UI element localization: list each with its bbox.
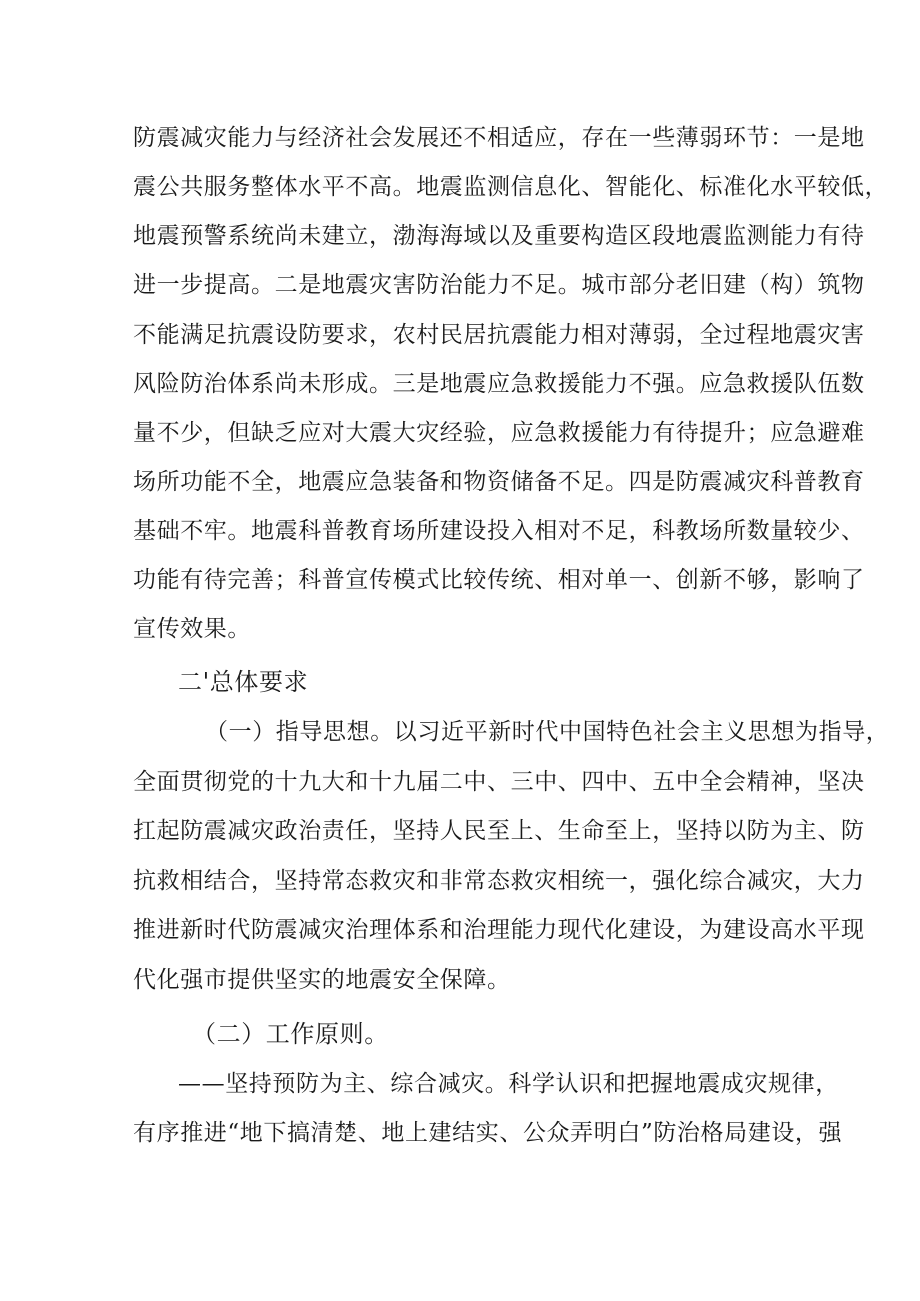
paragraph-2-line-6: 代化强市提供坚实的地震安全保障。	[133, 967, 511, 993]
paragraph-3-line-1: ——坚持预防为主、综合减灾。科学认识和把握地震成灾规律，	[178, 1071, 839, 1097]
sub-heading: （二）工作原则。	[192, 1020, 389, 1048]
paragraph-2-line-2: 全面贯彻党的十九大和十九届二中、三中、四中、五中全会精神，坚决	[133, 769, 865, 795]
section-heading: 二'总体要求	[178, 668, 309, 696]
paragraph-1-line-6: 风险防治体系尚未形成。三是地震应急救援能力不强。应急救援队伍数	[133, 371, 865, 397]
paragraph-1-line-2: 震公共服务整体水平不高。地震监测信息化、智能化、标准化水平较低，	[133, 174, 889, 200]
paragraph-2-line-1: （一）指导思想。以习近平新时代中国特色社会主义思想为指导，	[205, 719, 890, 745]
paragraph-1-line-5: 不能满足抗震设防要求，农村民居抗震能力相对薄弱，全过程地震灾害	[133, 322, 865, 348]
paragraph-2-line-5: 推进新时代防震减灾治理体系和治理能力现代化建设，为建设高水平现	[133, 917, 865, 943]
paragraph-1-line-9: 基础不牢。地震科普教育场所建设投入相对不足，科教场所数量较少、	[133, 518, 865, 544]
paragraph-1-line-10: 功能有待完善；科普宣传模式比较传统、相对单一、创新不够，影响了	[133, 567, 865, 593]
paragraph-2-line-4: 抗救相结合，坚持常态救灾和非常态救灾相统一，强化综合减灾，大力	[133, 868, 865, 894]
paragraph-1-line-4: 进一步提高。二是地震灾害防治能力不足。城市部分老旧建（构）筑物	[133, 272, 865, 298]
paragraph-1-line-1: 防震减灾能力与经济社会发展还不相适应，存在一些薄弱环节：一是地	[133, 125, 865, 151]
paragraph-3-line-2: 有序推进“地下搞清楚、地上建结实、公众弄明白”防治格局建设，强	[133, 1120, 843, 1146]
paragraph-1-line-11: 宣传效果。	[133, 616, 251, 642]
paragraph-2-line-3: 扛起防震减灾政治责任，坚持人民至上、生命至上，坚持以防为主、防	[133, 818, 865, 844]
paragraph-1-line-8: 场所功能不全，地震应急装备和物资储备不足。四是防震减灾科普教育	[133, 469, 865, 495]
paragraph-1-line-3: 地震预警系统尚未建立，渤海海域以及重要构造区段地震监测能力有待	[133, 223, 865, 249]
paragraph-1-line-7: 量不少，但缺乏应对大震大灾经验，应急救援能力有待提升；应急避难	[133, 420, 865, 446]
